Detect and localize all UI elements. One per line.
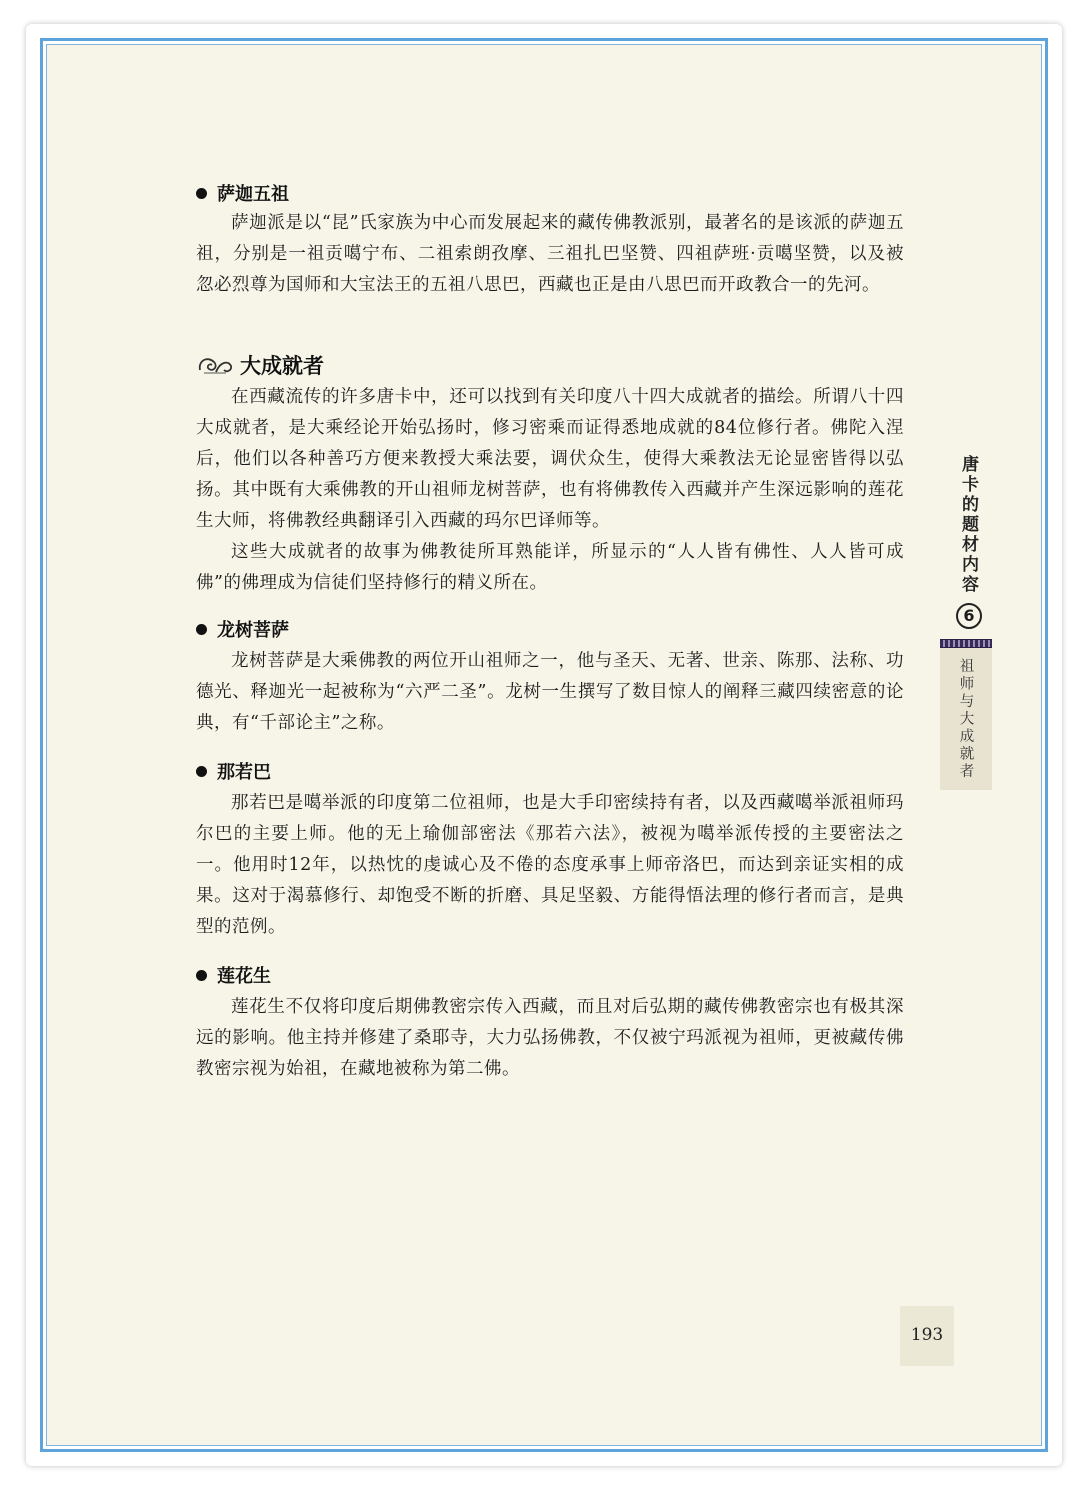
section-subtitle: 祖师与大成就者 [957,658,974,781]
ornament-icon [196,354,234,376]
bullet-icon [196,624,207,635]
paragraph-mahasiddha-1: 在西藏流传的许多唐卡中，还可以找到有关印度八十四大成就者的描绘。所谓八十四大成就者，是大乘经论开始弘扬时，修习密乘而证得悉地成就的84位修行者。佛陀入涅后，他们以各种善巧方便来教授大乘法要，调伏众生，使得大乘教法无论显密皆得以弘扬。其中既有大乘佛教的开山祖师龙树菩萨，也有将佛教传入西藏并产生深远影响的莲花生大师，将佛教经典翻译引入西藏的玛尔巴译师等。 [196,387,904,531]
paragraph-naropa: 那若巴是噶举派的印度第二位祖师，也是大手印密续持有者，以及西藏噶举派祖师玛尔巴的主要上师。他的无上瑜伽部密法《那若六法》，被视为噶举派传授的主要密法之一。他用时12年，以热忱的虔诚心及不倦的态度承事上师帝洛巴，而达到亲证实相的成果。这对于渴慕修行、却饱受不断的折磨、具足坚毅、方能得悟法理的修行者而言，是典型的范例。 [196,793,904,937]
bullet-icon [196,766,207,777]
decorative-band [940,639,992,648]
bullet-icon [196,188,207,199]
paragraph-padmasambhava: 莲花生不仅将印度后期佛教密宗传入西藏，而且对后弘期的藏传佛教密宗也有极其深远的影响。他主持并修建了桑耶寺，大力弘扬佛教，不仅被宁玛派视为祖师，更被藏传佛教密宗视为始祖，在藏地被称为第二佛。 [196,997,904,1079]
heading-sakya: 萨迦五祖 [196,180,289,206]
paragraph-nagarjuna: 龙树菩萨是大乘佛教的两位开山祖师之一，他与圣天、无著、世亲、陈那、法称、功德光、释迦光一起被称为“六严二圣”。龙树一生撰写了数目惊人的阐释三藏四续密意的论典，有“千部论主”之称。 [196,651,904,733]
page-number: 193 [900,1306,954,1366]
heading-padmasambhava: 莲花生 [196,962,271,988]
chapter-number: 6 [956,603,982,629]
bullet-icon [196,970,207,981]
heading-mahasiddha: 大成就者 [196,350,324,380]
heading-nagarjuna: 龙树菩萨 [196,616,289,642]
chapter-title: 唐卡的题材内容 [958,455,978,595]
paragraph-mahasiddha-2: 这些大成就者的故事为佛教徒所耳熟能详，所显示的“人人皆有佛性、人人皆可成佛”的佛理成为信徒们坚持修行的精义所在。 [196,542,904,593]
heading-naropa: 那若巴 [196,758,271,784]
section-subtitle-box [940,648,992,790]
chapter-side-tab [940,455,994,790]
paragraph-sakya: 萨迦派是以“昆”氏家族为中心而发展起来的藏传佛教派别，最著名的是该派的萨迦五祖，分别是一祖贡噶宁布、二祖索朗孜摩、三祖扎巴坚赞、四祖萨班·贡噶坚赞，以及被忽必烈尊为国师和大宝法王的五祖八思巴，西藏也正是由八思巴而开政教合一的先河。 [196,213,904,295]
